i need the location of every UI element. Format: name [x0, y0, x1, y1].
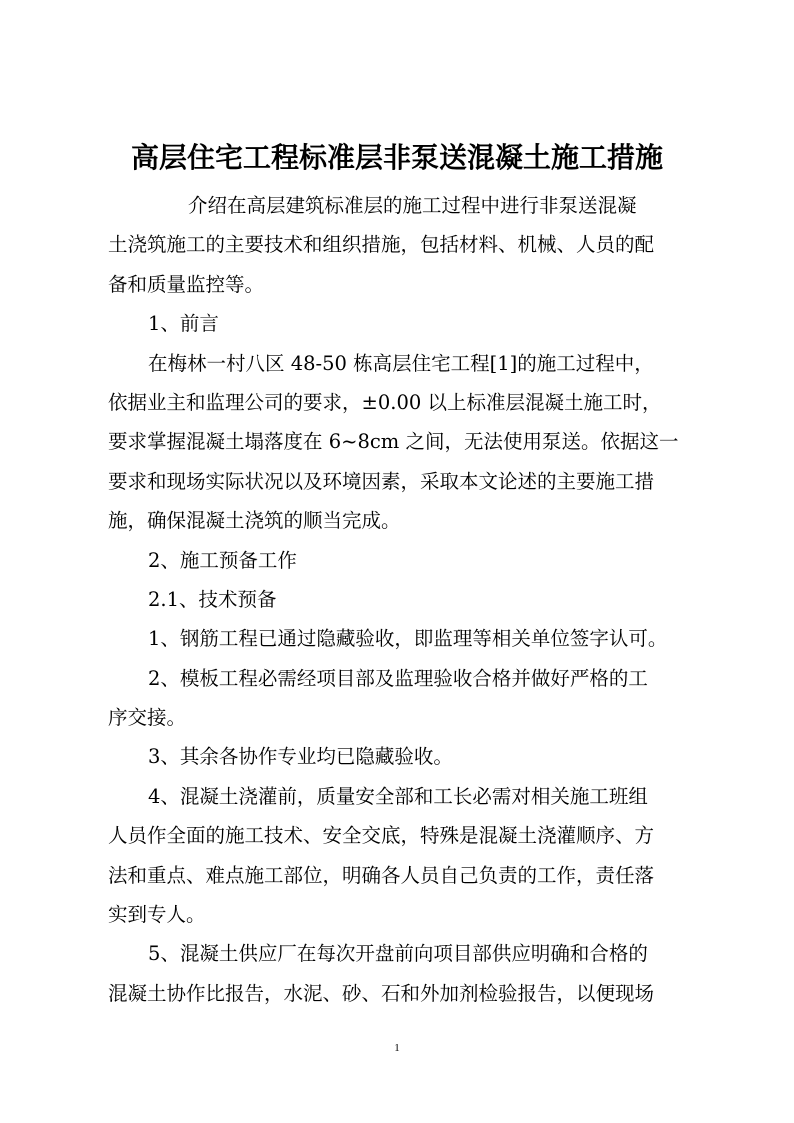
list-item-2-cont: 序交接。: [108, 706, 187, 730]
paragraph-line: 施，确保混凝土浇筑的顺当完成。: [108, 509, 401, 533]
paragraph-line: 依据业主和监理公司的要求，±0.00 以上标准层混凝土施工时，: [108, 390, 662, 414]
page-number: 1: [394, 1042, 400, 1054]
intro-line-3: 备和质量监控等。: [108, 272, 265, 296]
list-item-5-cont: 混凝土协作比报告，水泥、砂、石和外加剂检验报告，以便现场: [108, 981, 655, 1005]
list-item-5: 5、混凝土供应厂在每次开盘前向项目部供应明确和合格的: [148, 942, 648, 966]
list-item-2: 2、模板工程必需经项目部及监理验收合格并做好严格的工: [148, 666, 648, 690]
intro-line-2: 土浇筑施工的主要技术和组织措施，包括材料、机械、人员的配: [108, 233, 655, 257]
list-item-3: 3、其余各协作专业均已隐藏验收。: [148, 745, 453, 769]
subsection-heading-2-1: 2.1、技术预备: [148, 587, 277, 611]
document-title: 高层住宅工程标准层非泵送混凝土施工措施: [130, 141, 663, 174]
list-item-4-cont: 法和重点、难点施工部位，明确各人员自己负责的工作，责任落: [108, 863, 655, 887]
document-body: [108, 186, 712, 1013]
section-heading-1: 1、前言: [148, 312, 219, 336]
intro-line-1: 介绍在高层建筑标准层的施工过程中进行非泵送混凝: [188, 194, 637, 217]
paragraph-line: 在梅林一村八区 48-50 栋高层住宅工程[1]的施工过程中，: [148, 351, 654, 375]
list-item-1: 1、钢筋工程已通过隐藏验收，即监理等相关单位签字认可。: [148, 627, 668, 651]
paragraph-line: 要求和现场实际状况以及环境因素，采取本文论述的主要施工措: [108, 469, 655, 493]
paragraph-line: 要求掌握混凝土塌落度在 6~8cm 之间，无法使用泵送。依据这一: [108, 430, 679, 454]
list-item-4: 4、混凝土浇灌前，质量安全部和工长必需对相关施工班组: [148, 784, 648, 808]
list-item-4-cont: 人员作全面的施工技术、安全交底，特殊是混凝土浇灌顺序、方: [108, 824, 655, 848]
section-heading-2: 2、施工预备工作: [148, 548, 297, 572]
list-item-4-cont: 实到专人。: [108, 903, 206, 927]
